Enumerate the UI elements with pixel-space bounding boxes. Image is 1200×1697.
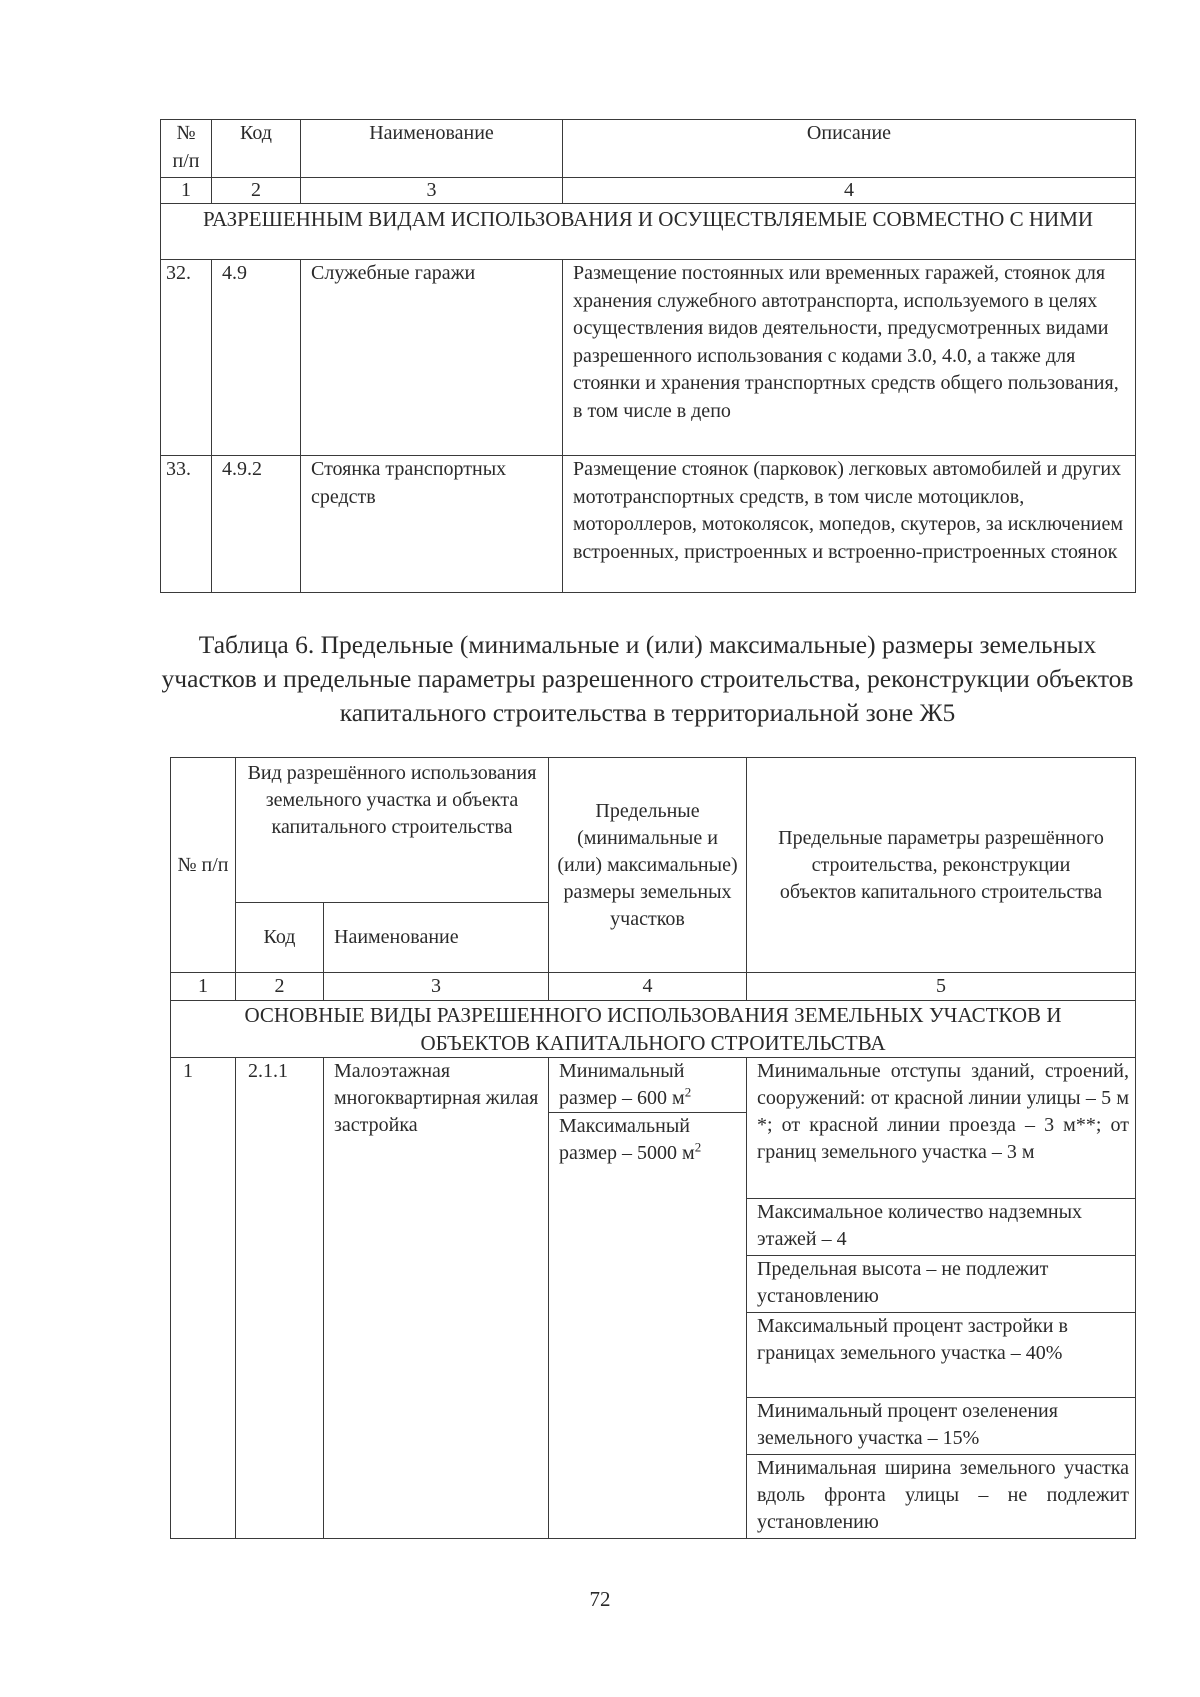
col-number: 3 (301, 178, 563, 204)
zone-parameters-table (170, 757, 1136, 1539)
min-size (549, 1058, 746, 1113)
table-header-row (171, 758, 1136, 903)
col-number: 5 (747, 973, 1136, 1001)
header-description: Описание (563, 120, 1136, 178)
header-name: Наименование (324, 903, 549, 973)
param-setbacks: Минимальные отступы зданий, строений, сооружений: от красной линии улицы – 5 м *; от красной линии проезда – 3 м**; от границ земельного участка – 3 м (747, 1058, 1136, 1199)
sq-mark: 2 (694, 1139, 702, 1155)
max-size-label: Максимальный размер – 5000 м (559, 1115, 695, 1164)
max-size (549, 1113, 746, 1167)
col-number: 4 (563, 178, 1136, 204)
table-row (171, 1058, 1136, 1199)
param-height: Предельная высота – не подлежит установлению (747, 1256, 1136, 1313)
col-number: 2 (236, 973, 324, 1001)
row-code: 4.9 (212, 260, 301, 456)
header-vid: Вид разрешённого использования земельного участка и объекта капитального строительства (236, 758, 549, 903)
header-num: № п/п (171, 758, 236, 973)
row-num: 1 (171, 1058, 236, 1539)
header-num: № п/п (161, 120, 212, 178)
param-greening: Минимальный процент озеленения земельного участка – 15% (747, 1398, 1136, 1455)
param-coverage: Максимальный процент застройки в границах земельного участка – 40% (747, 1313, 1136, 1398)
page-number: 72 (589, 1587, 611, 1611)
param-frontage: Минимальная ширина земельного участка вдоль фронта улицы – не подлежит установлению (747, 1455, 1136, 1539)
header-limits: Предельные (минимальные и (или) максимальные) размеры земельных участков (549, 758, 747, 973)
table-row (161, 456, 1136, 593)
permitted-uses-table (160, 119, 1136, 593)
column-numbers-row (171, 973, 1136, 1001)
header-name: Наименование (301, 120, 563, 178)
header-code: Код (236, 903, 324, 973)
param-floors: Максимальное количество надземных этажей – 4 (747, 1199, 1136, 1256)
row-num: 33. (161, 456, 212, 593)
row-code: 4.9.2 (212, 456, 301, 593)
row-name: Малоэтажная многоквартирная жилая застройка (324, 1058, 549, 1539)
section-title: ОСНОВНЫЕ ВИДЫ РАЗРЕШЕННОГО ИСПОЛЬЗОВАНИЯ ЗЕМЕЛЬНЫХ УЧАСТКОВ И ОБЪЕКТОВ КАПИТАЛЬНОГО СТРОИТЕЛЬСТВА (171, 1001, 1136, 1058)
col-number: 3 (324, 973, 549, 1001)
header-code: Код (212, 120, 301, 178)
section-row (171, 1001, 1136, 1058)
col-number: 4 (549, 973, 747, 1001)
row-size-limits (549, 1058, 747, 1539)
col-number: 1 (161, 178, 212, 204)
row-code: 2.1.1 (236, 1058, 324, 1539)
row-description: Размещение постоянных или временных гаражей, стоянок для хранения служебного автотранспорта, используемого в целях осуществления видов деятельности, предусмотренных видами разрешенного использования с кодами 3.0, 4.0, а также для стоянки и хранения транспортных средств общего пользования, в том числе в депо (563, 260, 1136, 456)
col-number: 1 (171, 973, 236, 1001)
header-params: Предельные параметры разрешённого строительства, реконструкции объектов капитального строительства (747, 758, 1136, 973)
table-row (161, 260, 1136, 456)
table-title: Таблица 6. Предельные (минимальные и (или) максимальные) размеры земельных участков и предельные параметры разрешенного строительства, реконструкции объектов капитального строительства в территориальной зоне Ж5 (161, 630, 1134, 727)
row-num: 32. (161, 260, 212, 456)
column-numbers-row (161, 178, 1136, 204)
row-description: Размещение стоянок (парковок) легковых автомобилей и других мототранспортных средств, в том числе мотоциклов, мотороллеров, мотоколясок, мопедов, скутеров, за исключением встроенных, пристроенных и встроенно-пристроенных стоянок (563, 456, 1136, 593)
table-header-row (161, 120, 1136, 178)
min-size-label: Минимальный размер – 600 м (559, 1060, 685, 1109)
section-title: РАЗРЕШЕННЫМ ВИДАМ ИСПОЛЬЗОВАНИЯ И ОСУЩЕСТВЛЯЕМЫЕ СОВМЕСТНО С НИМИ (161, 204, 1136, 260)
row-name: Стоянка транспортных средств (301, 456, 563, 593)
section-row (161, 204, 1136, 260)
sq-mark: 2 (684, 1084, 692, 1100)
col-number: 2 (212, 178, 301, 204)
row-name: Служебные гаражи (301, 260, 563, 456)
